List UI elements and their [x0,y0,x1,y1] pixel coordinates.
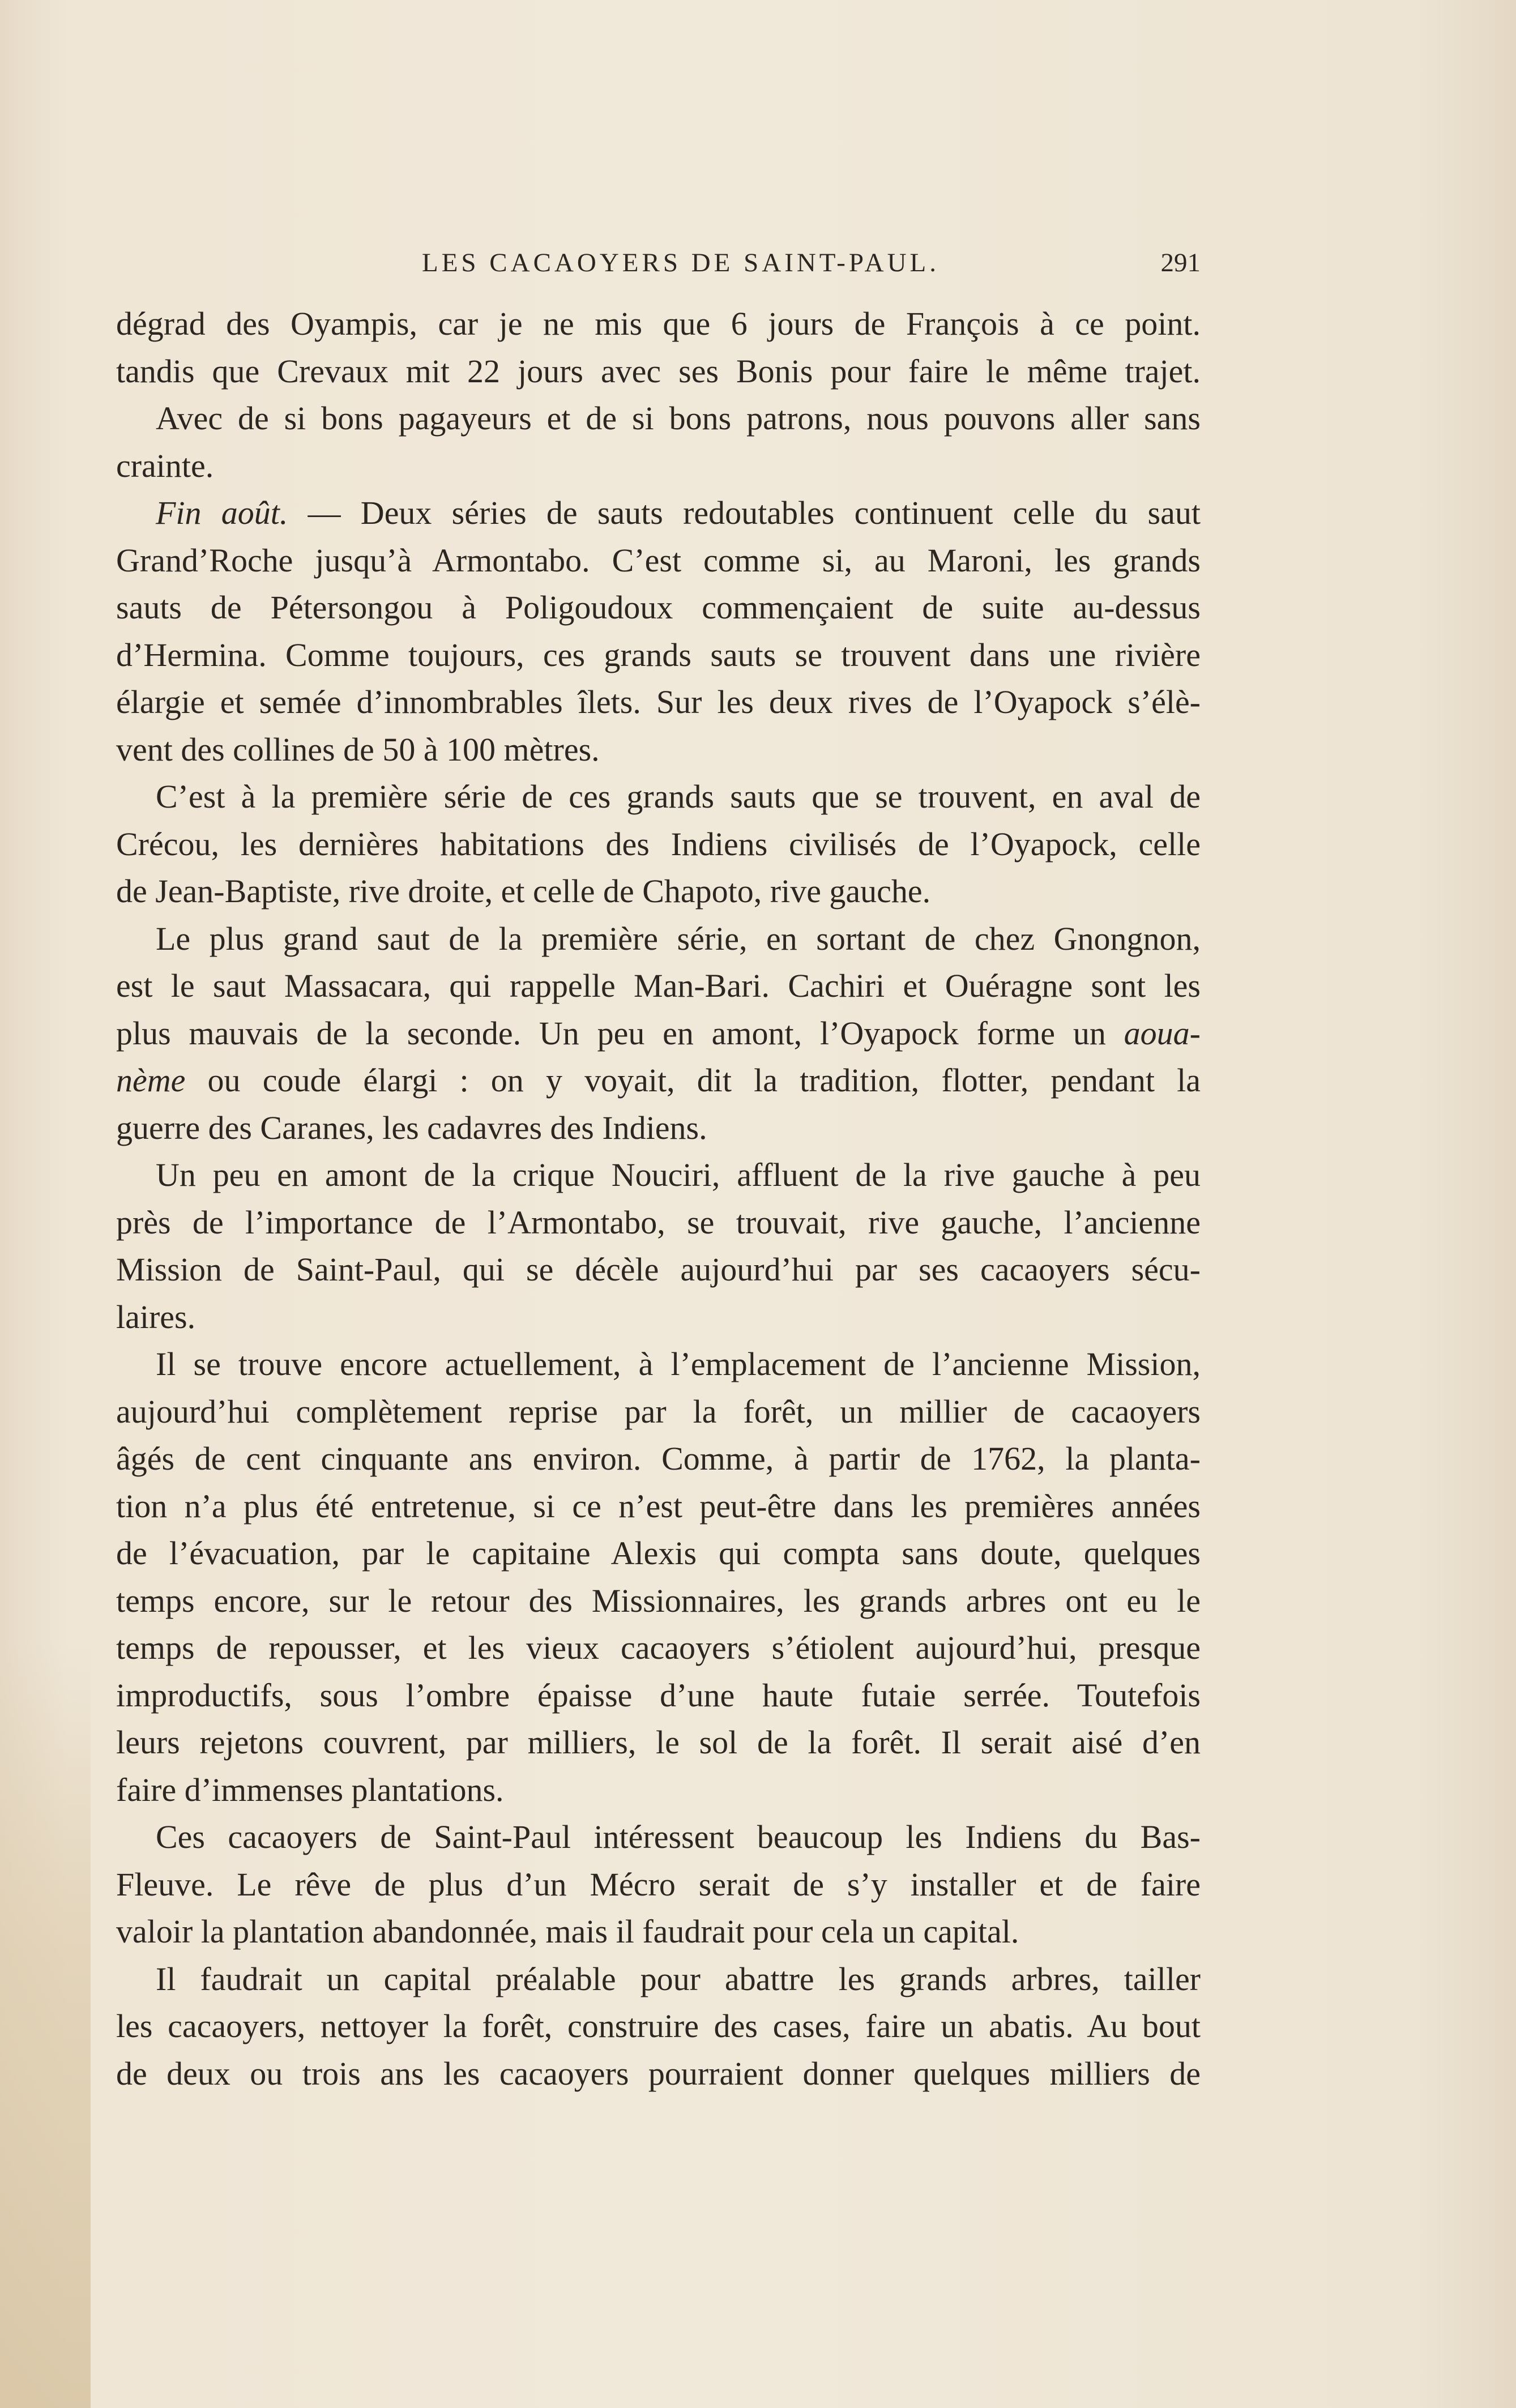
text-line [116,631,1201,679]
text-line-content: Ces cacaoyers de Saint-Paul intéressent beaucoup les Indiens du Bas- [156,1818,1201,1855]
text-line-content: Avec de si bons pagayeurs et de si bons patrons, nous pouvons aller sans [156,400,1201,437]
text-line [116,489,1201,537]
text-line-content: Mission de Saint-Paul, qui se décèle aujourd’hui par ses cacaoyers sécu- [116,1251,1201,1288]
text-line-content: crainte. [116,447,214,484]
text-line [116,1388,1201,1436]
page-number: 291 [1160,248,1201,277]
text-line [116,348,1201,395]
text-line [116,1672,1201,1719]
text-line-content: tion n’a plus été entretenue, si ce n’est peut-être dans les premières années [116,1487,1201,1525]
text-line-content: de deux ou trois ans les cacaoyers pourraient donner quelques milliers de [116,2055,1201,2092]
text-line [116,584,1201,631]
text-line-content: vent des collines de 50 à 100 mètres. [116,731,600,768]
text-line [116,1908,1201,1956]
body-text [116,300,1201,2097]
text-line-content: d’Hermina. Comme toujours, ces grands sauts se trouvent dans une rivière [116,636,1201,673]
text-line [116,1435,1201,1483]
text-line [116,868,1201,915]
text-line [116,1104,1201,1152]
text-line-content: laires. [116,1298,196,1335]
text-line [116,1577,1201,1625]
text-line-content: Crécou, les dernières habitations des Indiens civilisés de l’Oyapock, celle [116,825,1201,863]
text-line-content: tandis que Crevaux mit 22 jours avec ses Bonis pour faire le même trajet. [116,352,1201,390]
text-line-content: C’est à la première série de ces grands sauts que se trouvent, en aval de [156,778,1201,815]
text-line [116,1861,1201,1909]
text-line-content: temps encore, sur le retour des Missionnaires, les grands arbres ont eu le [116,1582,1201,1619]
text-line-content: près de l’importance de l’Armontabo, se trouvait, rive gauche, l’ancienne [116,1203,1201,1241]
text-line-content: Un peu en amont de la crique Nouciri, affluent de la rive gauche à peu [156,1156,1201,1193]
text-line [116,1293,1201,1341]
running-head-title: LES CACAOYERS DE SAINT-PAUL. [422,248,940,277]
text-line [116,2003,1201,2050]
text-line-content: sauts de Pétersongou à Poligoudoux commençaient de suite au-dessus [116,589,1201,626]
italic-text: aoua- [1124,1014,1201,1052]
text-line-content: aujourd’hui complètement reprise par la forêt, un millier de cacaoyers [116,1393,1201,1430]
text-line-content: Il faudrait un capital préalable pour abattre les grands arbres, tailler [156,1960,1201,1997]
text-line-content: les cacaoyers, nettoyer la forêt, construire des cases, faire un abatis. Au bout [116,2008,1201,2044]
text-line [116,1340,1201,1388]
text-line [116,1010,1201,1057]
text-line [116,1956,1201,2003]
text-line [116,678,1201,726]
text-line [116,726,1201,774]
text-line [116,1151,1201,1199]
text-line [116,773,1201,821]
text-line [116,1624,1201,1672]
text-line-content: — Deux séries de sauts redoutables continuent celle du saut [308,494,1201,531]
text-line-content: leurs rejetons couvrent, par milliers, le sol de la forêt. Il serait aisé d’en [116,1724,1201,1761]
text-line-content: faire d’immenses plantations. [116,1771,504,1808]
text-line-content: plus mauvais de la seconde. Un peu en amont, l’Oyapock forme un [116,1014,1106,1052]
text-line-content: temps de repousser, et les vieux cacaoyers s’étiolent aujourd’hui, presque [116,1629,1201,1666]
text-line [116,821,1201,868]
text-line-content: de l’évacuation, par le capitaine Alexis qui compta sans doute, quelques [116,1535,1201,1572]
text-line-content: guerre des Caranes, les cadavres des Indiens. [116,1109,707,1146]
text-line [116,1246,1201,1293]
text-line [116,962,1201,1010]
text-line [116,537,1201,584]
text-line-content: âgés de cent cinquante ans environ. Comme, à partir de 1762, la planta- [116,1440,1201,1477]
text-line [116,395,1201,442]
text-line-content: valoir la plantation abandonnée, mais il faudrait pour cela un capital. [116,1913,1019,1950]
text-line [116,1766,1201,1814]
text-line [116,1199,1201,1246]
text-line-content: Grand’Roche jusqu’à Armontabo. C’est comme si, au Maroni, les grands [116,541,1201,579]
running-head [116,241,1201,286]
text-line-content: est le saut Massacara, qui rappelle Man-Bari. Cachiri et Ouéragne sont les [116,967,1201,1004]
text-line-content: Il se trouve encore actuellement, à l’emplacement de l’ancienne Mission, [156,1346,1201,1382]
text-line [116,2050,1201,2098]
text-line [116,1719,1201,1766]
text-line-content: Fleuve. Le rêve de plus d’un Mécro serait de s’y installer et de faire [116,1865,1201,1903]
italic-text: Fin août. [156,494,288,531]
text-line [116,300,1201,348]
text-line-content: Le plus grand saut de la première série, en sortant de chez Gnongnon, [156,920,1201,957]
text-line-content: dégrad des Oyampis, car je ne mis que 6 jours de François à ce point. [116,305,1201,342]
text-line-content: élargie et semée d’innombrables îlets. Sur les deux rives de l’Oyapock s’élè- [116,684,1201,720]
text-line [116,1813,1201,1861]
text-line-content: improductifs, sous l’ombre épaisse d’une haute futaie serrée. Toutefois [116,1676,1201,1714]
text-line [116,915,1201,963]
text-line [116,1057,1201,1104]
text-line-content: de Jean-Baptiste, rive droite, et celle de Chapoto, rive gauche. [116,873,931,910]
text-line-content: ou coude élargi : on y voyait, dit la tradition, flotter, pendant la [207,1062,1201,1099]
page-stain [0,1642,91,2408]
text-line [116,1483,1201,1530]
text-line [116,1530,1201,1577]
text-line [116,442,1201,490]
italic-text: nème [116,1062,186,1099]
